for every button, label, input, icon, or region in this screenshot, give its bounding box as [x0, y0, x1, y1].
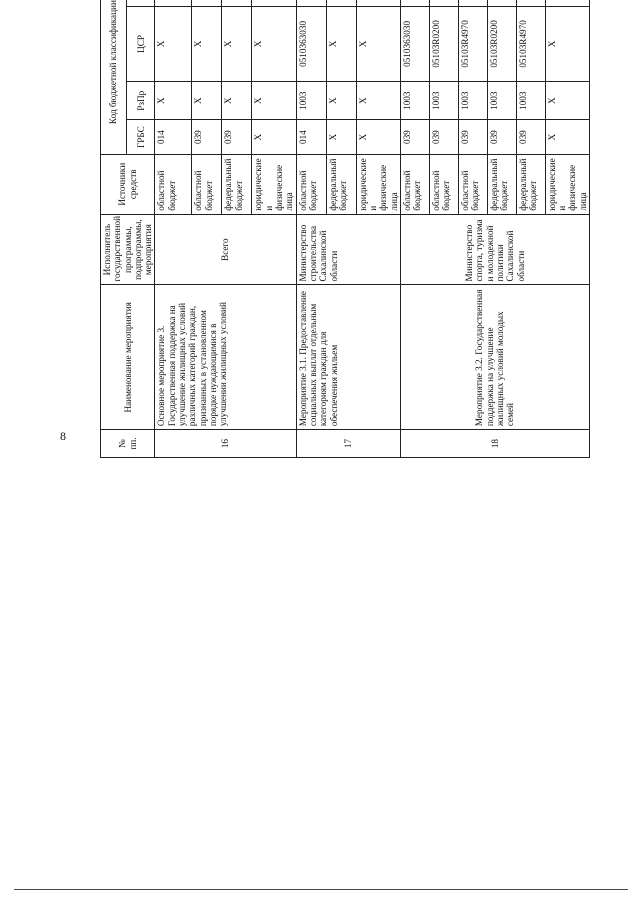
vr-cell: [458, 0, 487, 6]
col-header-vr: [127, 0, 155, 6]
csr-cell: X: [192, 6, 222, 81]
vr-cell: [429, 0, 458, 6]
rzpr-cell: X: [356, 81, 400, 120]
measure-name: Мероприятие 3.1. Предоставление социальных выплат отдельным категориям граждан для обеспечения жильем: [296, 285, 400, 430]
rotated-table-viewport: [100, 0, 588, 890]
source-cell: федеральный бюджет: [222, 154, 252, 214]
grbs-cell: 039: [192, 120, 222, 154]
col-header-bcc: Код бюджетной классификации: [101, 0, 127, 154]
page-number: 8: [60, 429, 66, 443]
col-header-source: Источники средств: [101, 154, 155, 214]
csr-cell: 0510363030: [400, 6, 429, 81]
source-cell: областной бюджет: [296, 154, 326, 214]
grbs-cell: 039: [516, 120, 545, 154]
rzpr-cell: 1003: [429, 81, 458, 120]
grbs-cell: 039: [400, 120, 429, 154]
table-row: [400, 0, 429, 458]
grbs-cell: X: [356, 120, 400, 154]
source-cell: областной бюджет: [458, 154, 487, 214]
grbs-cell: X: [326, 120, 356, 154]
csr-cell: 05103R4970: [516, 6, 545, 81]
col-header-no: № пп.: [101, 430, 155, 458]
grbs-cell: 039: [222, 120, 252, 154]
grbs-cell: 014: [155, 120, 192, 154]
source-cell: юридические и физические лица: [356, 154, 400, 214]
csr-cell: X: [356, 6, 400, 81]
csr-cell: X: [155, 6, 192, 81]
vr-cell: [326, 0, 356, 6]
vr-cell: [155, 0, 192, 6]
csr-cell: 0510363030: [296, 6, 326, 81]
grbs-cell: 039: [429, 120, 458, 154]
rzpr-cell: 1003: [400, 81, 429, 120]
measure-name: Основное мероприятие 3. Государственная поддержка на улучшение жилищных условий различных категорий граждан, признанных в установленном порядке нуждающимися в улучшении жилищных условий: [155, 285, 296, 430]
rzpr-cell: X: [545, 81, 589, 120]
rzpr-cell: 1003: [458, 81, 487, 120]
csr-cell: 05103R0200: [487, 6, 516, 81]
executor-cell: Министерство строительства Сахалинской области: [296, 214, 400, 285]
vr-cell: [400, 0, 429, 6]
source-cell: федеральный бюджет: [326, 154, 356, 214]
col-header-grbs: ГРБС: [127, 120, 155, 154]
vr-cell: [296, 0, 326, 6]
source-cell: областной бюджет: [155, 154, 192, 214]
table-row: [155, 0, 192, 458]
col-header-rzpr: РзПр: [127, 81, 155, 120]
row-number: 17: [296, 430, 400, 458]
grbs-cell: X: [252, 120, 296, 154]
vr-cell: [192, 0, 222, 6]
grbs-cell: 039: [487, 120, 516, 154]
csr-cell: 05103R4970: [458, 6, 487, 81]
row-number: 16: [155, 430, 296, 458]
source-cell: юридические и физические лица: [252, 154, 296, 214]
csr-cell: X: [545, 6, 589, 81]
row-number: 18: [400, 430, 589, 458]
table-header: [101, 0, 155, 458]
grbs-cell: 039: [458, 120, 487, 154]
executor-cell: Всего: [155, 214, 296, 285]
csr-cell: X: [222, 6, 252, 81]
col-header-csr: ЦСР: [127, 6, 155, 81]
csr-cell: X: [252, 6, 296, 81]
budget-table: [100, 0, 590, 458]
rzpr-cell: X: [252, 81, 296, 120]
vr-cell: [545, 0, 589, 6]
source-cell: областной бюджет: [192, 154, 222, 214]
vr-cell: [222, 0, 252, 6]
source-cell: юридические и физические лица: [545, 154, 589, 214]
vr-cell: [487, 0, 516, 6]
rzpr-cell: 1003: [296, 81, 326, 120]
grbs-cell: 014: [296, 120, 326, 154]
col-header-name: Наименование мероприятия: [101, 285, 155, 430]
rzpr-cell: 1003: [516, 81, 545, 120]
csr-cell: X: [326, 6, 356, 81]
measure-name: Мероприятие 3.2. Государственная поддержка на улучшение жилищных условий молодых семей: [400, 285, 589, 430]
rzpr-cell: X: [326, 81, 356, 120]
csr-cell: 05103R0200: [429, 6, 458, 81]
source-cell: федеральный бюджет: [487, 154, 516, 214]
vr-cell: [252, 0, 296, 6]
executor-cell: Министерство спорта, туризма и молодежной политики Сахалинской области: [400, 214, 589, 285]
source-cell: федеральный бюджет: [516, 154, 545, 214]
bottom-rule: [14, 889, 628, 890]
source-cell: областной бюджет: [400, 154, 429, 214]
rzpr-cell: X: [155, 81, 192, 120]
col-header-executor: Исполнитель государственной программы, подпрограммы, мероприятия: [101, 214, 155, 285]
source-cell: областной бюджет: [429, 154, 458, 214]
rzpr-cell: X: [192, 81, 222, 120]
grbs-cell: X: [545, 120, 589, 154]
vr-cell: [356, 0, 400, 6]
rzpr-cell: X: [222, 81, 252, 120]
vr-cell: [516, 0, 545, 6]
table-row: [296, 0, 326, 458]
rzpr-cell: 1003: [487, 81, 516, 120]
table-body: [155, 0, 590, 458]
